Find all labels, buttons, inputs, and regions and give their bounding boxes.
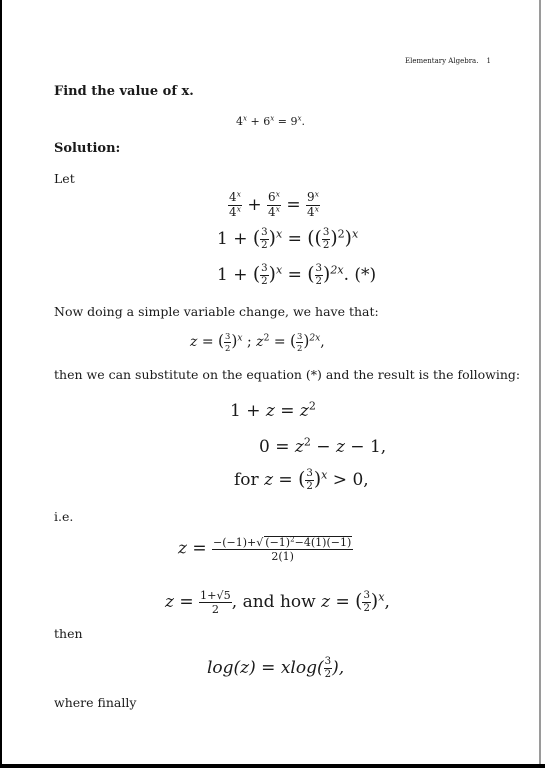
page-number: 1 [486,57,491,65]
equation-root-value: z = $\frac{1+√5}{2}$ , and how z = ( $\frac{3}{2}$ )$^x$, [165,589,390,617]
equation-quadratic-formula: z = $\frac{-(-1)+√ (-1)^2-4(1)(-1)}{2(1)}$ [178,534,352,563]
where-finally-text: where finally [54,695,137,710]
equation-step-2: 1 + ( $\frac{3}{2}$ )$^x$ = (( $\frac{3}{2}$ )$^2$)$^x$ [217,227,359,252]
page-border-left [0,0,2,768]
equation-fractions: $\frac{4^x}{4^x}$ + $\frac{6^x}{4^x}$ = $\frac{9^x}{4^x}$ [229,189,319,219]
let-text: Let [54,171,75,186]
equation-substitution: z = ( $\frac{3}{2}$ )$^x$ ; $z^2$ = ( $\frac{3}{2}$ )$^{2x}$, [190,331,325,353]
then-text: then [54,626,83,641]
equation-quadratic-2: $0 = z^2 - z - 1$, [259,435,387,457]
equation-tag: . (*) [343,265,377,286]
header-title: Elementary Algebra. [405,57,479,65]
ie-text: i.e. [54,509,74,524]
page-border-bottom [0,764,545,768]
problem-equation: $4^x + 6^x = 9^x$. [236,113,306,128]
page-border-right [539,0,541,768]
variable-change-text: Now doing a simple variable change, we have that: [54,304,379,319]
equation-condition: for z = ( $\frac{3}{2}$ )$^x$ > 0, [234,468,369,493]
equation-logarithm: log(z) = xlog( $\frac{3}{2}$ ), [207,656,345,681]
running-header [405,57,491,65]
problem-heading: Find the value of x. [54,84,194,99]
equation-step-3: 1 + ( $\frac{3}{2}$ )$^x$ = ( $\frac{3}{2}$ )$^{2x}$. (*) [217,263,377,288]
solution-heading: Solution: [54,141,121,156]
substitute-text: then we can substitute on the equation (*) and the result is the following: [54,367,521,382]
equation-quadratic-1: $1 + z = z^2$ [230,399,316,421]
